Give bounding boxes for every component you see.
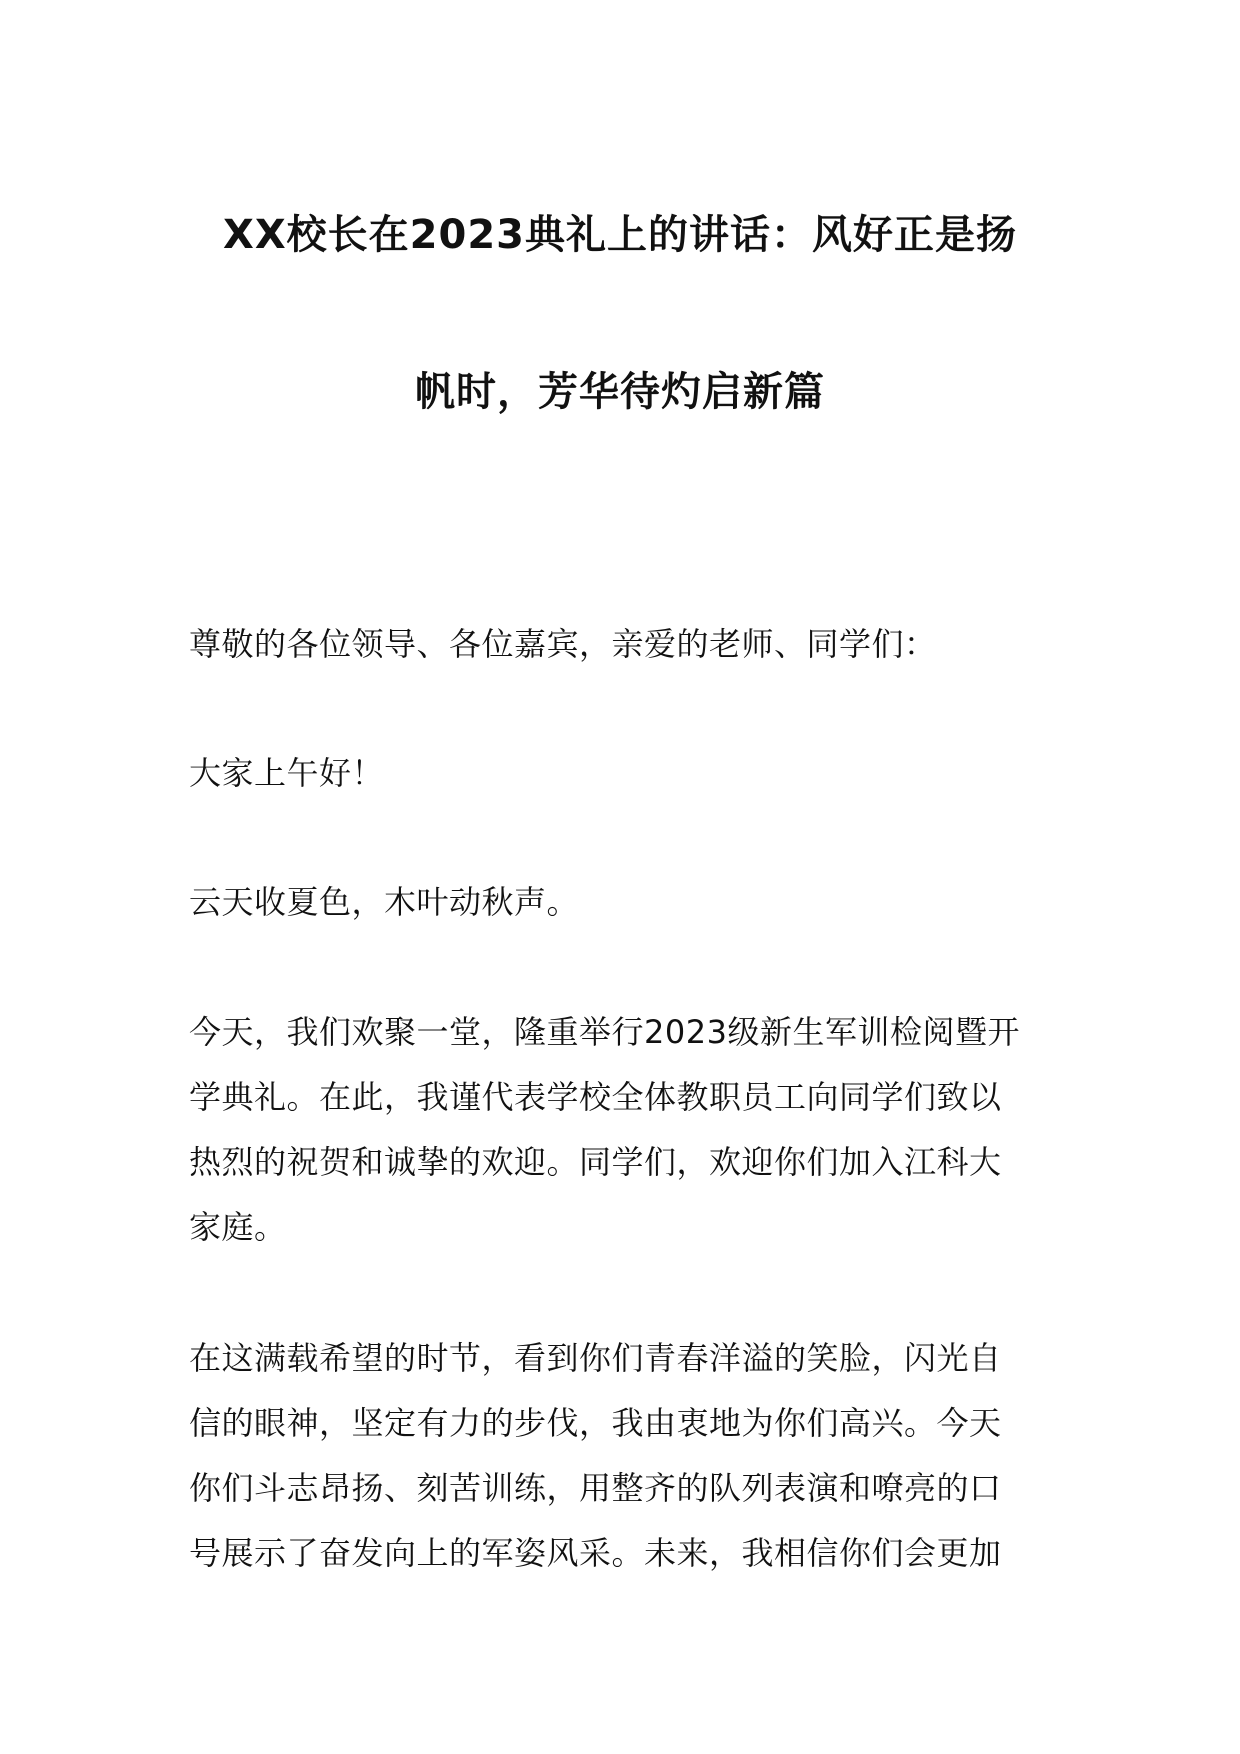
document-title-line-1: XX校长在2023典礼上的讲话：风好正是扬 <box>222 212 1017 258</box>
document-title-line-2: 帆时，芳华待灼启新篇 <box>415 369 825 415</box>
paragraph-line: 信的眼神，坚定有力的步伐，我由衷地为你们高兴。今天 <box>189 1404 1002 1442</box>
poetic-opening-paragraph <box>189 870 1059 935</box>
paragraph-line: 热烈的祝贺和诚挚的欢迎。同学们，欢迎你们加入江科大 <box>189 1143 1002 1181</box>
paragraph-line: 云天收夏色，木叶动秋声。 <box>189 883 580 921</box>
welcome-paragraph <box>189 1000 1059 1260</box>
paragraph-line: 大家上午好！ <box>189 754 385 792</box>
greeting-paragraph <box>189 741 1059 806</box>
salutation-paragraph <box>189 612 1059 677</box>
paragraph-line: 尊敬的各位领导、各位嘉宾，亲爱的老师、同学们： <box>189 625 937 663</box>
paragraph-line: 你们斗志昂扬、刻苦训练，用整齐的队列表演和嘹亮的口 <box>189 1469 1002 1507</box>
paragraph-line: 学典礼。在此，我谨代表学校全体教职员工向同学们致以 <box>189 1078 1002 1116</box>
paragraph-line: 号展示了奋发向上的军姿风采。未来，我相信你们会更加 <box>189 1534 1002 1572</box>
encouragement-paragraph <box>189 1326 1059 1586</box>
paragraph-line: 在这满载希望的时节，看到你们青春洋溢的笑脸，闪光自 <box>189 1339 1002 1377</box>
paragraph-line: 家庭。 <box>189 1208 287 1246</box>
paragraph-line: 今天，我们欢聚一堂，隆重举行2023级新生军训检阅暨开 <box>189 1013 1020 1051</box>
